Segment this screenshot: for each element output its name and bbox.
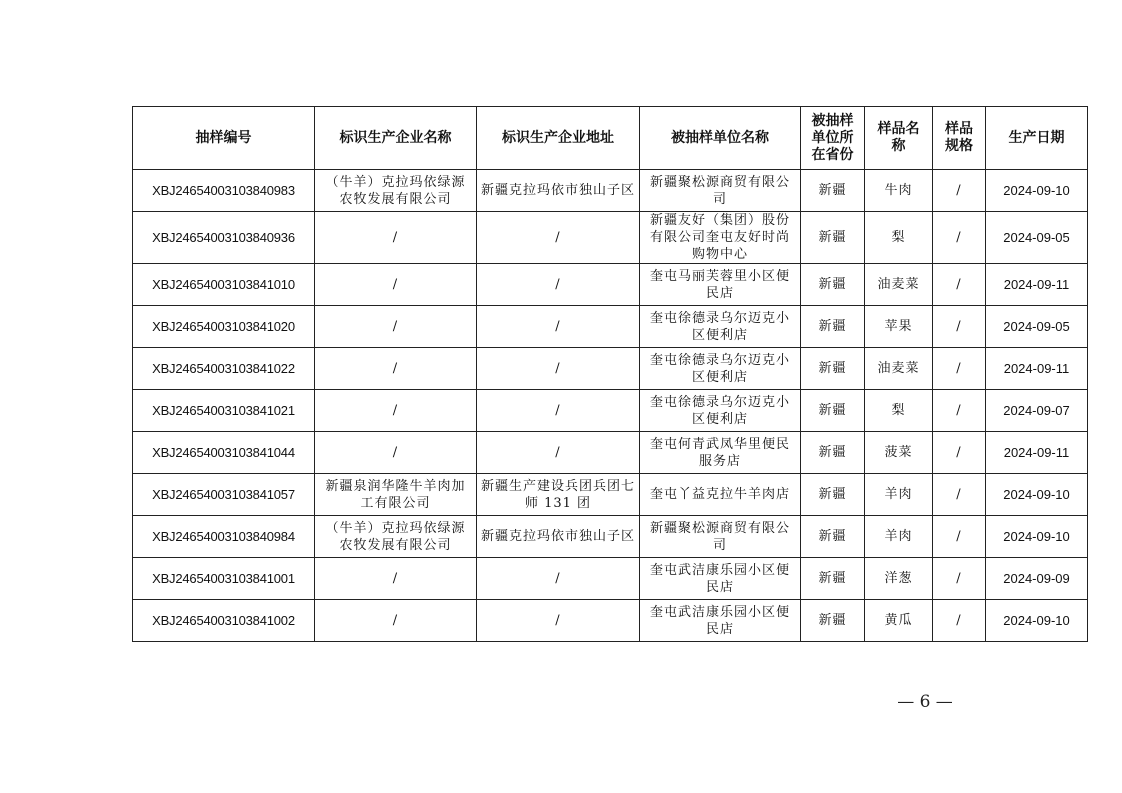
cell-date: 2024-09-10 [986, 600, 1088, 642]
table-row [133, 432, 1088, 474]
cell-sampled-unit: 新疆友好（集团）股份有限公司奎屯友好时尚购物中心 [640, 212, 801, 264]
cell-spec: / [933, 306, 986, 348]
cell-product: 油麦菜 [865, 264, 933, 306]
cell-spec: / [933, 432, 986, 474]
cell-mfr-address: 新疆克拉玛依市独山子区 [477, 170, 640, 212]
cell-spec: / [933, 170, 986, 212]
cell-mfr-name: / [315, 390, 477, 432]
header-mfr-address: 标识生产企业地址 [477, 107, 640, 170]
header-sample-no: 抽样编号 [133, 107, 315, 170]
cell-sample-no: XBJ24654003103841021 [133, 390, 315, 432]
cell-spec: / [933, 212, 986, 264]
cell-date: 2024-09-07 [986, 390, 1088, 432]
cell-product: 洋葱 [865, 558, 933, 600]
cell-mfr-name: / [315, 264, 477, 306]
cell-mfr-address: / [477, 264, 640, 306]
cell-sample-no: XBJ24654003103841020 [133, 306, 315, 348]
sampling-results-table [132, 106, 1088, 642]
cell-mfr-name: / [315, 600, 477, 642]
header-province: 被抽样单位所在省份 [801, 107, 865, 170]
cell-province: 新疆 [801, 600, 865, 642]
cell-date: 2024-09-11 [986, 348, 1088, 390]
cell-province: 新疆 [801, 474, 865, 516]
cell-province: 新疆 [801, 348, 865, 390]
cell-mfr-address: / [477, 390, 640, 432]
cell-date: 2024-09-09 [986, 558, 1088, 600]
cell-province: 新疆 [801, 306, 865, 348]
cell-date: 2024-09-10 [986, 474, 1088, 516]
cell-sample-no: XBJ24654003103841002 [133, 600, 315, 642]
cell-sampled-unit: 奎屯徐德录乌尔迈克小区便利店 [640, 390, 801, 432]
cell-sampled-unit: 奎屯马丽芙蓉里小区便民店 [640, 264, 801, 306]
header-product: 样品名称 [865, 107, 933, 170]
cell-spec: / [933, 474, 986, 516]
cell-mfr-address: 新疆生产建设兵团兵团七师 131 团 [477, 474, 640, 516]
table-header-row [133, 107, 1088, 170]
cell-date: 2024-09-10 [986, 516, 1088, 558]
table-row [133, 348, 1088, 390]
cell-mfr-address: / [477, 306, 640, 348]
page-number: — 6 — [897, 692, 953, 712]
cell-product: 苹果 [865, 306, 933, 348]
cell-product: 梨 [865, 212, 933, 264]
cell-mfr-address: / [477, 212, 640, 264]
cell-sampled-unit: 奎屯武洁康乐园小区便民店 [640, 600, 801, 642]
cell-mfr-name: 新疆泉润华隆牛羊肉加工有限公司 [315, 474, 477, 516]
cell-sample-no: XBJ24654003103841001 [133, 558, 315, 600]
cell-sample-no: XBJ24654003103840983 [133, 170, 315, 212]
cell-spec: / [933, 264, 986, 306]
cell-province: 新疆 [801, 212, 865, 264]
header-spec: 样品规格 [933, 107, 986, 170]
table-row [133, 264, 1088, 306]
cell-mfr-address: / [477, 600, 640, 642]
cell-sampled-unit: 奎屯何青武凤华里便民服务店 [640, 432, 801, 474]
cell-date: 2024-09-05 [986, 306, 1088, 348]
cell-product: 羊肉 [865, 516, 933, 558]
cell-province: 新疆 [801, 264, 865, 306]
table-row [133, 170, 1088, 212]
cell-mfr-address: / [477, 432, 640, 474]
cell-mfr-name: / [315, 432, 477, 474]
cell-date: 2024-09-11 [986, 432, 1088, 474]
cell-mfr-address: 新疆克拉玛依市独山子区 [477, 516, 640, 558]
cell-sampled-unit: 奎屯丫益克拉牛羊肉店 [640, 474, 801, 516]
cell-sample-no: XBJ24654003103841044 [133, 432, 315, 474]
cell-sampled-unit: 新疆聚松源商贸有限公司 [640, 516, 801, 558]
sampling-table-container [132, 106, 1088, 642]
table-row [133, 390, 1088, 432]
header-date: 生产日期 [986, 107, 1088, 170]
table-row [133, 600, 1088, 642]
cell-product: 油麦菜 [865, 348, 933, 390]
cell-province: 新疆 [801, 390, 865, 432]
table-row [133, 306, 1088, 348]
cell-province: 新疆 [801, 170, 865, 212]
cell-sample-no: XBJ24654003103841022 [133, 348, 315, 390]
table-row [133, 558, 1088, 600]
cell-mfr-name: / [315, 212, 477, 264]
header-sampled-unit: 被抽样单位名称 [640, 107, 801, 170]
cell-mfr-name: / [315, 558, 477, 600]
cell-product: 牛肉 [865, 170, 933, 212]
cell-sampled-unit: 新疆聚松源商贸有限公司 [640, 170, 801, 212]
cell-spec: / [933, 558, 986, 600]
cell-sample-no: XBJ24654003103841057 [133, 474, 315, 516]
cell-mfr-name: / [315, 348, 477, 390]
cell-spec: / [933, 348, 986, 390]
cell-mfr-name: （牛羊）克拉玛依绿源农牧发展有限公司 [315, 516, 477, 558]
cell-product: 梨 [865, 390, 933, 432]
cell-province: 新疆 [801, 432, 865, 474]
cell-spec: / [933, 390, 986, 432]
cell-sampled-unit: 奎屯武洁康乐园小区便民店 [640, 558, 801, 600]
cell-spec: / [933, 516, 986, 558]
cell-province: 新疆 [801, 516, 865, 558]
cell-date: 2024-09-05 [986, 212, 1088, 264]
table-row [133, 212, 1088, 264]
cell-sample-no: XBJ24654003103841010 [133, 264, 315, 306]
cell-province: 新疆 [801, 558, 865, 600]
cell-date: 2024-09-10 [986, 170, 1088, 212]
cell-sampled-unit: 奎屯徐德录乌尔迈克小区便利店 [640, 306, 801, 348]
cell-mfr-address: / [477, 558, 640, 600]
cell-sampled-unit: 奎屯徐德录乌尔迈克小区便利店 [640, 348, 801, 390]
cell-mfr-name: （牛羊）克拉玛依绿源农牧发展有限公司 [315, 170, 477, 212]
table-row [133, 516, 1088, 558]
cell-sample-no: XBJ24654003103840984 [133, 516, 315, 558]
cell-product: 羊肉 [865, 474, 933, 516]
cell-sample-no: XBJ24654003103840936 [133, 212, 315, 264]
cell-product: 菠菜 [865, 432, 933, 474]
cell-mfr-address: / [477, 348, 640, 390]
table-body [133, 170, 1088, 642]
header-mfr-name: 标识生产企业名称 [315, 107, 477, 170]
cell-product: 黄瓜 [865, 600, 933, 642]
cell-spec: / [933, 600, 986, 642]
table-row [133, 474, 1088, 516]
cell-mfr-name: / [315, 306, 477, 348]
cell-date: 2024-09-11 [986, 264, 1088, 306]
